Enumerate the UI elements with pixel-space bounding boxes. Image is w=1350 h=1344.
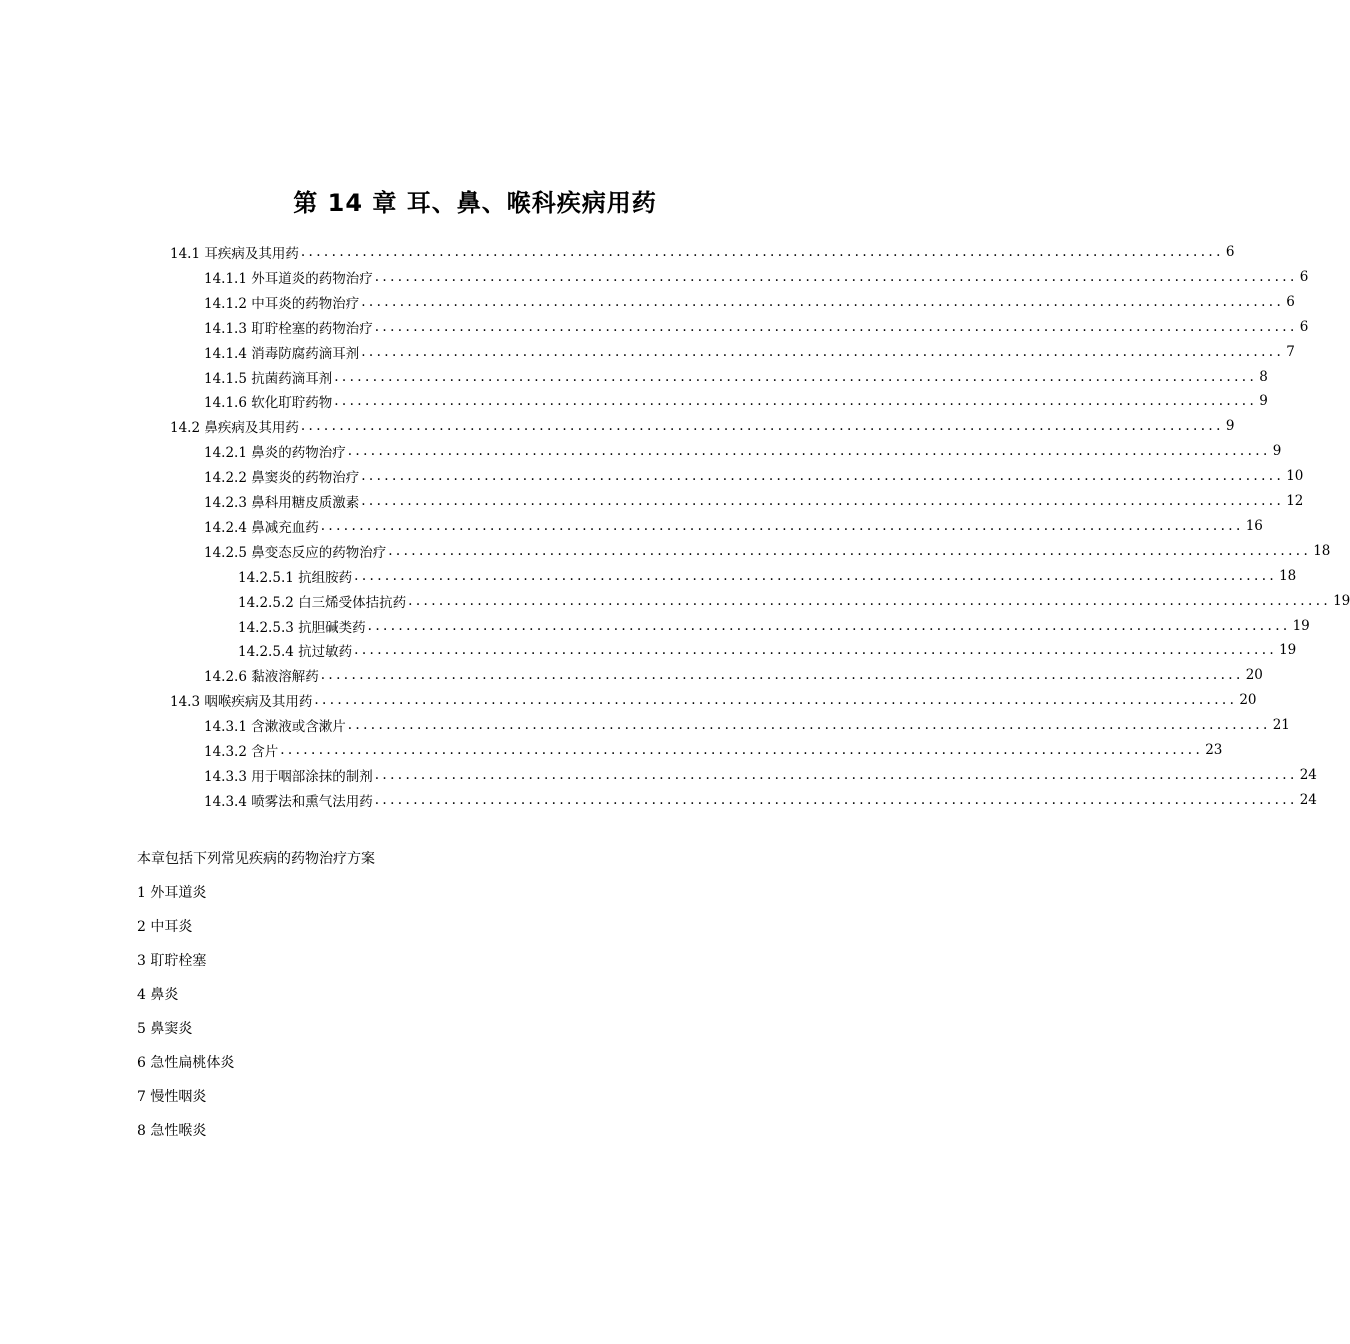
- toc-leader-dots: ........................................................................................................................: [361, 343, 1285, 360]
- toc-entry-page: 7: [1286, 343, 1295, 360]
- toc-entry[interactable]: [204, 365, 1268, 389]
- toc-leader-dots: ........................................................................................................................: [367, 617, 1291, 634]
- toc-entry[interactable]: [204, 439, 1282, 463]
- toc-entry-page: 9: [1272, 443, 1282, 460]
- toc-entry-label: 14.1.1 外耳道炎的药物治疗: [204, 270, 373, 287]
- toc-entry-page: 24: [1299, 766, 1317, 783]
- toc-entry-page: 19: [1333, 592, 1350, 609]
- toc-entry-page: 20: [1239, 692, 1257, 709]
- toc-leader-dots: ........................................................................................................................: [374, 268, 1298, 285]
- toc-leader-dots: ........................................................................................................................: [361, 493, 1285, 509]
- toc-entry[interactable]: [204, 340, 1295, 364]
- toc-entry[interactable]: [204, 315, 1309, 339]
- toc-entry[interactable]: [238, 638, 1297, 662]
- toc-leader-dots: ........................................................................................................................: [334, 368, 1258, 385]
- toc-leader-dots: ........................................................................................................................: [314, 692, 1238, 709]
- toc-entry-label: 14.1.3 耵聍栓塞的药物治疗: [204, 320, 373, 337]
- toc-leader-dots: ........................................................................................................................: [347, 443, 1271, 460]
- toc-leader-dots: ........................................................................................................................: [280, 742, 1204, 758]
- disease-list-item: 5 鼻窦炎: [137, 1021, 193, 1037]
- toc-entry-label: 14.2.4 鼻减充血药: [204, 519, 319, 536]
- toc-leader-dots: ........................................................................................................................: [408, 592, 1332, 609]
- toc-entry-label: 14.1.5 抗菌药滴耳剂: [204, 370, 333, 387]
- toc-entry-page: 10: [1286, 468, 1304, 485]
- toc-entry-label: 14.2.5 鼻变态反应的药物治疗: [204, 544, 387, 561]
- toc-entry-label: 14.2.3 鼻科用糖皮质激素: [204, 495, 360, 511]
- toc-leader-dots: ........................................................................................................................: [388, 542, 1312, 559]
- toc-leader-dots: ........................................................................................................................: [374, 791, 1298, 808]
- toc-entry-page: 9: [1225, 418, 1235, 435]
- toc-entry-label: 14.2.5.4 抗过敏药: [238, 644, 353, 661]
- toc-entry-label: 14.1.4 消毒防腐药滴耳剂: [204, 345, 360, 362]
- toc-leader-dots: ........................................................................................................................: [361, 468, 1285, 485]
- toc-entry-page: 6: [1299, 318, 1309, 335]
- toc-entry-page: 19: [1279, 642, 1297, 659]
- toc-entry-label: 14.3.3 用于咽部涂抹的制剂: [204, 768, 373, 785]
- toc-entry[interactable]: [238, 614, 1310, 638]
- disease-list-item: 1 外耳道炎: [137, 885, 207, 901]
- toc-leader-dots: ........................................................................................................................: [347, 717, 1271, 734]
- toc-entry-page: 8: [1259, 368, 1268, 385]
- page-title: 第 14 章 耳、鼻、喉科疾病用药: [293, 189, 657, 217]
- toc-entry[interactable]: [204, 763, 1317, 787]
- toc-entry-page: 6: [1225, 244, 1235, 260]
- toc-entry-page: 19: [1292, 617, 1310, 634]
- toc-leader-dots: ........................................................................................................................: [374, 766, 1298, 783]
- toc-entry-page: 23: [1205, 742, 1223, 758]
- toc-entry-label: 14.3.1 含漱液或含漱片: [204, 719, 346, 736]
- toc-leader-dots: ........................................................................................................................: [354, 567, 1278, 584]
- toc-leader-dots: ........................................................................................................................: [300, 244, 1224, 260]
- toc-entry[interactable]: [238, 564, 1297, 588]
- toc-entry-label: 14.2.2 鼻窦炎的药物治疗: [204, 470, 360, 487]
- toc-entry-label: 14.1 耳疾病及其用药: [170, 246, 299, 262]
- toc-entry-page: 12: [1286, 493, 1304, 509]
- toc-entry-label: 14.2.5.3 抗胆碱类药: [238, 619, 366, 636]
- disease-list-item: 6 急性扁桃体炎: [137, 1055, 235, 1071]
- toc-entry[interactable]: [238, 589, 1350, 613]
- disease-list-item: 4 鼻炎: [137, 987, 179, 1003]
- toc-entry-page: 6: [1286, 293, 1295, 310]
- toc-entry[interactable]: [204, 713, 1290, 737]
- toc-entry-label: 14.3 咽喉疾病及其用药: [170, 694, 313, 711]
- toc-entry-label: 14.3.2 含片: [204, 744, 279, 760]
- toc-leader-dots: ........................................................................................................................: [320, 667, 1244, 684]
- toc-entry[interactable]: [204, 539, 1331, 563]
- disease-list-item: 2 中耳炎: [137, 919, 193, 935]
- toc-entry[interactable]: [204, 290, 1295, 314]
- toc-entry-page: 16: [1245, 517, 1263, 534]
- toc-entry[interactable]: [204, 389, 1268, 413]
- toc-leader-dots: ........................................................................................................................: [374, 318, 1298, 335]
- toc-entry-label: 14.2 鼻疾病及其用药: [170, 420, 299, 437]
- toc-leader-dots: ........................................................................................................................: [320, 517, 1244, 534]
- toc-entry-label: 14.2.5.2 白三烯受体拮抗药: [238, 594, 407, 611]
- toc-entry[interactable]: [204, 464, 1304, 488]
- toc-entry[interactable]: [204, 788, 1317, 812]
- toc-entry-label: 14.2.1 鼻炎的药物治疗: [204, 445, 346, 462]
- toc-entry-label: 14.2.6 黏液溶解药: [204, 669, 319, 686]
- toc-entry[interactable]: [204, 738, 1223, 762]
- intro-text: 本章包括下列常见疾病的药物治疗方案: [137, 851, 375, 867]
- toc-entry-page: 18: [1313, 542, 1331, 559]
- toc-entry[interactable]: [204, 265, 1309, 289]
- disease-list: [137, 882, 234, 1154]
- toc-entry-label: 14.2.5.1 抗组胺药: [238, 569, 353, 586]
- toc-leader-dots: ........................................................................................................................: [354, 642, 1278, 659]
- toc-entry-page: 18: [1279, 567, 1297, 584]
- disease-list-item: 8 急性喉炎: [137, 1123, 207, 1139]
- toc-leader-dots: ........................................................................................................................: [361, 293, 1285, 310]
- toc-entry-label: 14.3.4 喷雾法和熏气法用药: [204, 793, 373, 810]
- toc-leader-dots: ........................................................................................................................: [334, 393, 1258, 410]
- toc-leader-dots: ........................................................................................................................: [300, 418, 1224, 435]
- toc-entry-page: 21: [1272, 717, 1290, 734]
- toc-entry[interactable]: [170, 688, 1257, 712]
- toc-entry-page: 24: [1299, 791, 1317, 808]
- toc-entry-label: 14.1.2 中耳炎的药物治疗: [204, 295, 360, 312]
- disease-list-item: 3 耵聍栓塞: [137, 953, 207, 969]
- toc-entry[interactable]: [170, 240, 1235, 264]
- toc-entry[interactable]: [204, 489, 1304, 513]
- toc-entry-page: 6: [1299, 268, 1309, 285]
- toc-entry-page: 9: [1259, 393, 1268, 410]
- toc-entry[interactable]: [204, 663, 1263, 687]
- toc-entry[interactable]: [170, 414, 1235, 438]
- toc-entry-label: 14.1.6 软化耵聍药物: [204, 395, 333, 412]
- toc-entry[interactable]: [204, 514, 1263, 538]
- disease-list-item: 7 慢性咽炎: [137, 1089, 207, 1105]
- toc-entry-page: 20: [1245, 667, 1263, 684]
